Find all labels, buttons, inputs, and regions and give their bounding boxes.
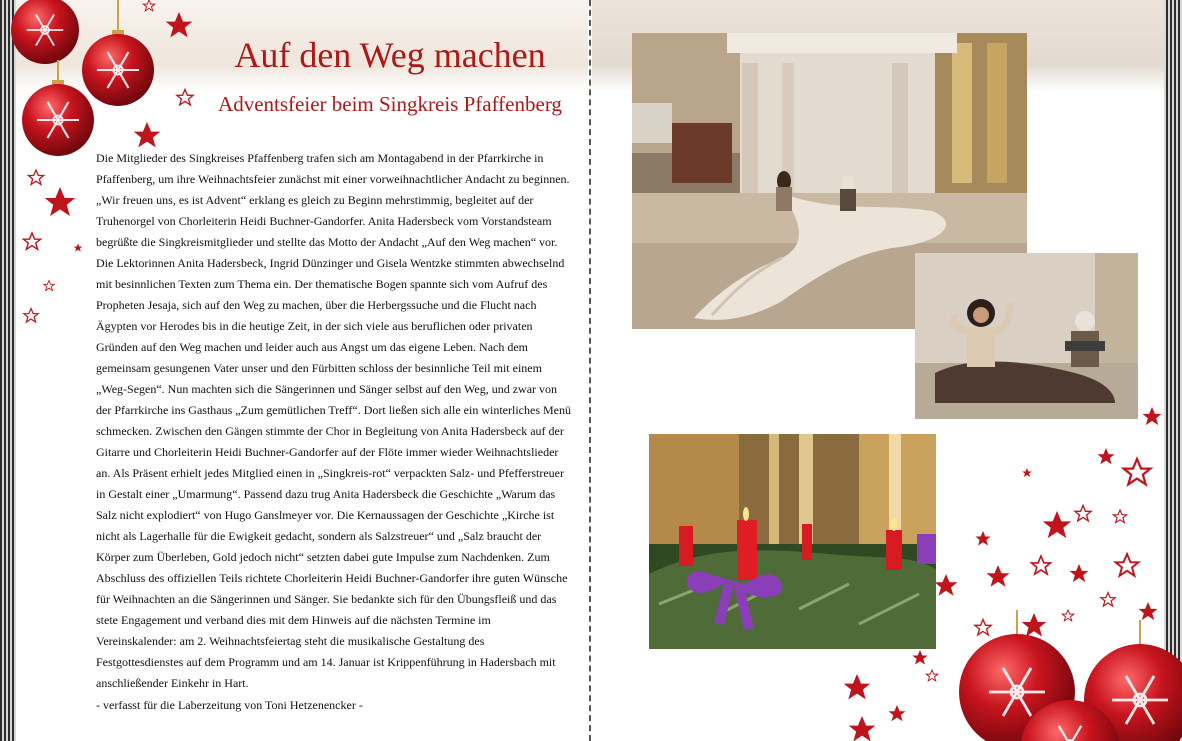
ornament-ball-icon bbox=[959, 610, 1075, 741]
binding-edge-right bbox=[1164, 0, 1182, 741]
article-author-line: - verfasst für die Laberzeitung von Toni Hetzenencker - bbox=[96, 698, 363, 712]
star-outline-icons-right bbox=[926, 459, 1150, 681]
ornament-ball-icon bbox=[1020, 700, 1120, 741]
binding-edge-left bbox=[0, 0, 16, 741]
article-subtitle: Adventsfeier beim Singkreis Pfaffenberg bbox=[218, 92, 562, 116]
article-body: Die Mitglieder des Singkreises Pfaffenberg trafen sich am Montagabend in der Pfarrkirche in Pfaffenberg, um ihre Weihnachtsfeier zunächst mit einer vorweihnachtlicher Andacht zu beginnen. „Wir freuen uns, es ist Advent“ erklang es gleich zu Beginn mehrstimmig, begleitet auf der Truhenorgel von Chorleiterin Heidi Buchner-Gandorfer. Anita Hadersbeck vom Vorstandsteam begrüßte die Singkreismitglieder und stellte das Motto der Andacht „Auf den Weg machen“ vor. Die Lektorinnen Anita Hadersbeck, Ingrid Dünzinger und Gisela Wentzke stimmten abwechselnd mit besinnlichen Texten zum Thema ein. Der thematische Bogen spannte sich vom Aufruf des Propheten Jesaja, sich auf den Weg zu machen, über die Herbergssuche und die Flucht nach Ägypten vor Herodes bis in die heutige Zeit, in der sich viele aus beruflichen oder privaten Gründen auf den Weg machen und leider auch aus Angst um das eigene Leben. Nach dem gemeinsam gesungenen Vater unser und den Fürbitten schloss der besinnliche Teil mit einem „Weg-Segen“. Nun machten sich die Sängerinnen und Sänger selbst auf den Weg, und zwar von der Pfarrkirche ins Gasthaus „Zum gemütlichen Treff“. Dort ließen sich alle ein winterliches Menü schmecken. Zwischen den Gängen stimmte der Chor in Begleitung von Anita Hadersbeck auf der Gitarre und Chorleiterin Heidi Buchner-Gandorfer auf der Flöte immer wieder Weihnachtslieder an. Als Präsent erhielt jedes Mitglied einen in „Singkreis-rot“ verpackten Salz- und Pfefferstreuer in Gestalt einer „Umarmung“. Passend dazu trug Anita Hadersbeck die Geschichte „Warum das Salz nicht explodiert“ von Hugo Ganslmeyer vor. Die Kernaussagen der Geschichte „Kirche ist nicht als Lagerhalle für die Ewigkeit gedacht, sondern als Salzstreuer“ und „Salz braucht der Körper zum Überleben, Gold jedoch nicht“ setzten dabei gute Impulse zum Nachdenken. Zum Abschluss des offiziellen Teils richtete Chorleiterin Heidi Buchner-Gandorfer ihre guten Wünsche für Weihnachten an die Sängerinnen und Sänger. Sie bedankte sich für den Übungsfleiß und das stete Engagement und verband dies mit dem Hinweis auf die nächsten Termine im Vereinskalender: am 2. Weihnachtsfeiertag steht die musikalische Gestaltung des Festgottesdienstes auf dem Programm und am 14. Januar ist Krippenführung in Hadersbach mit anschließender Einkehr in Hart. bbox=[96, 151, 571, 690]
article-title: Auf den Weg machen bbox=[234, 35, 546, 75]
nativity-figures-photo bbox=[915, 253, 1138, 419]
advent-wreath-photo bbox=[649, 434, 936, 649]
